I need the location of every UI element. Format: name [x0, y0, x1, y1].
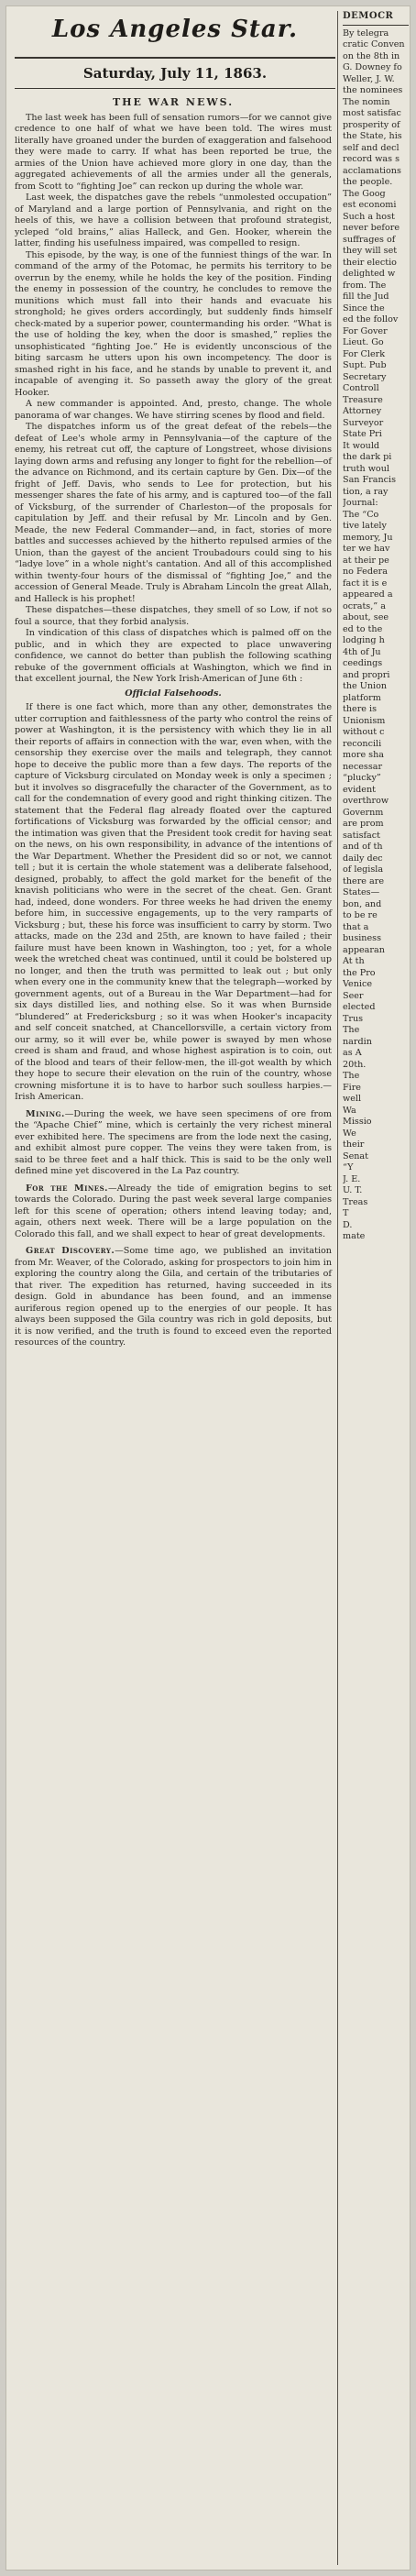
- side-column-line: G. Downey fo: [343, 62, 402, 72]
- side-column-line: from. The: [343, 280, 387, 291]
- quote-subheading: Official Falsehoods.: [125, 688, 222, 699]
- side-column-line: at their pe: [343, 555, 389, 566]
- side-column-line: their: [343, 1139, 365, 1150]
- side-column-line: It would: [343, 440, 380, 451]
- quote-paragraph: If there is one fact which, more than any other, demonstrates the utter corruption and faithlessness of the party who control the reins of power at Washington, it is the persistency with which they lie in all their reports of affairs in connection with the war, even when, with the censorship they exercise over the mails and telegraph, they cannot hope to deceive the public more than a few days. The reports of the capture of Vicksburg circulated on Monday week is only a specimen ; but it involves so disgracefully the character of the Government, as to call for the condemnation of every good and right thinking citizen. The statement that the Federal flag already floated over the captured fortifications of Vicksburg was forwarded by the official censor; and the intimation was given that the President took credit for having seat on the news, on his own responsibility, in advance of the intentions of the War Department. Whether the President did so or not, we cannot tell ; but it is certain the whole statement was a deliberate falsehood, designed, probably, to affect the gold market for the benefit of the knavish politicians who were in the secret of the cheat. Gen. Grant had, indeed, done wonders. For three weeks he had driven the enemy before him, in successive engagements, up to the very ramparts of Vicksburg ; but, these his force was insufficient to carry by storm. Two attacks, made on the 23d and 25th, are known to have failed ; their failure must have been known in Washington, too ; yet, for a whole week the wretched cheat was continued, until it could be bolstered up no longer, and then the truth was permitted to leak out ; but only when every one in the community knew that the telegraph—worked by government agents, out of a Bureau in the War Department—had for six days distilled lies, and nothing else. So it was when Burnside “blundered” at Fredericksburg ; so it was when Hooker's incapacity and self conceit snatched, at Chancellorsville, a certain victory from our army, so it will ever be, while power is swayed by men whose creed is sham and fraud, and whose highest aspiration is to coin, out of the blood and tears of their fellow-men, the ill-got wealth by which they hope to secure their elevation on the ruin of the country, whose crowning misfortune it is to have to harbor such soulless harpies.—Irish American.: [15, 702, 332, 1102]
- side-column-line: nardin: [343, 1036, 372, 1047]
- news-item-great-discovery: [15, 1246, 332, 1349]
- side-column-line: Supt. Pub: [343, 360, 387, 370]
- side-column-line: as A: [343, 1048, 362, 1058]
- side-column-line: acclamations: [343, 165, 401, 176]
- side-column-line: fact it is e: [343, 578, 388, 589]
- side-column-line: “Y: [343, 1162, 354, 1172]
- side-column-line: the Pro: [343, 967, 376, 978]
- side-column-line: The: [343, 1071, 360, 1081]
- side-column-line: Trus: [343, 1013, 364, 1024]
- side-column-line: For Gover: [343, 325, 388, 336]
- side-column-heading: DEMOCR: [343, 11, 409, 26]
- side-column-line: Fire: [343, 1082, 361, 1093]
- news-item-lead: For the Mines.: [26, 1183, 108, 1194]
- side-column-line: elected: [343, 1002, 376, 1012]
- side-column-line: We: [343, 1128, 356, 1139]
- side-column-line: tive lately: [343, 521, 387, 531]
- side-column-line: D.: [343, 1219, 353, 1230]
- side-column-line: Senat: [343, 1150, 369, 1161]
- news-item-text: —During the week, we have seen specimens of ore from the “Apache Chief” mine, which is certainly the very richest mineral ever exhibited here. The specimens are from the lode next the casing, and exhibit almost pure copper. The veins they were taken from, is said to be three feet and a half thick. This is said to be the only well defined mine yet discovered in the La Paz country.: [15, 1108, 332, 1176]
- side-column-line: J. E.: [343, 1173, 361, 1184]
- side-column-line: Missio: [343, 1117, 372, 1127]
- side-column-line: the nominees: [343, 85, 403, 95]
- side-column-line: Since the: [343, 303, 385, 314]
- side-column-line: platform: [343, 692, 381, 703]
- side-column-line: memory, Ju: [343, 532, 393, 543]
- side-column-line: Treasure: [343, 394, 383, 405]
- side-column-line: Secretary: [343, 371, 387, 382]
- side-column-line: to be re: [343, 910, 378, 920]
- side-column-line: 4th of Ju: [343, 646, 381, 657]
- side-column-line: well: [343, 1094, 362, 1104]
- side-column-line: self and decl: [343, 142, 400, 153]
- side-column-line: that a: [343, 921, 369, 932]
- side-column-line: there are: [343, 875, 385, 886]
- news-item-lead: Mining.: [26, 1108, 65, 1119]
- news-item-for-the-mines: [15, 1183, 332, 1241]
- side-column-line: U. T.: [343, 1185, 363, 1195]
- side-column-line: suffrages of: [343, 234, 396, 245]
- side-column-line: By telegra: [343, 28, 389, 39]
- side-column-line: never before: [343, 223, 400, 233]
- side-column-line: of legisla: [343, 864, 384, 875]
- side-column-line: are prom: [343, 819, 384, 829]
- side-column-line: State Pri: [343, 429, 382, 439]
- side-column-line: the State, his: [343, 131, 402, 141]
- article-paragraph: A new commander is appointed. And, presto, change. The whole panorama of war changes. We have stirring scenes by flood and field.: [15, 399, 332, 421]
- side-column-line: The Goog: [343, 188, 386, 199]
- side-column-line: Treas: [343, 1196, 368, 1207]
- article-headline: THE WAR NEWS.: [112, 96, 235, 108]
- article-paragraph: Last week, the dispatches gave the rebels “unmolested occupation” of Maryland and a large portion of Pennsylvania, and right on the heels of this, we have a collision between that profound strategist, ycleped “old brains,” alias Halleck, and Gen. Hooker, wherein the latter, finding his usefulness impaired, was compelled to resign.: [15, 193, 332, 248]
- side-column-line: necessar: [343, 761, 383, 772]
- side-column-line: there is: [343, 704, 378, 714]
- side-column-line: delighted w: [343, 269, 396, 279]
- side-column-line: The: [343, 1025, 360, 1035]
- side-column-line: The nomin: [343, 96, 390, 107]
- article-paragraph: This episode, by the way, is one of the funniest things of the war. In command of the army of the Potomac, he permits his territory to be overrun by the enemy, while he holds the key of the position. Finding the enemy in possession of the country, he concludes to remove the munitions which must fall into their hands and evacuate his stronghold; he gives orders accordingly, but suddenly finds himself check-mated by a superior power, countermanding his order. “What is the use of holding the key, when the door is smashed,” replies the unsophisticated “fighting Joe.” He is evidently unconscious of the biting sarcasm he utters upon his own incompetency. The door is smashed right in his face, and he stands by unable to prevent it, and incapable of avenging it. So passeth away the glory of the great Hooker.: [15, 249, 332, 398]
- article-paragraph: The dispatches inform us of the great defeat of the rebels—the defeat of Lee's whole army in Pennsylvania—of the capture of the enemy, his retreat cut off, the capture of Longstreet, whose divisions laying down arms and refusing any longer to fight for the rebellion—of the advance on Richmond, and its certain capture by Gen. Dix—of the fright of Jeff. Davis, who sends to Lee for protection, but his messenger shares the fate of his army, and is captured too—of the fall of Vicksburg, of the surrender of Charleston—of the proposals for capitulation by Jeff. and their refusal by Mr. Lincoln and by Gen. Meade, the new Federal Commander—and, in fact, stories of more battles and successes achieved by the hitherto repulsed armies of the Union, than the gayest of the ancient Troubadours could sing to his “ladye love” in a whole night's cantation. And all of this accomplished within twenty-four hours of the dismissal of “fighting Joe,” and the accession of General Meade. Truly is Abraham Lincoln the great Allah, and Halleck is his prophet!: [15, 422, 332, 604]
- side-column-line: truth woul: [343, 463, 389, 474]
- side-column-line: Unionism: [343, 715, 386, 726]
- side-column-line: Such a host: [343, 211, 395, 222]
- side-column-line: Venice: [343, 979, 373, 989]
- newspaper-page: [5, 6, 411, 2570]
- side-column-line: San Francis: [343, 475, 397, 485]
- side-column-line: the people.: [343, 177, 393, 187]
- side-column-line: mate: [343, 1231, 366, 1241]
- dateline-date: Saturday, July 11, 1863.: [82, 65, 268, 82]
- side-column-line: The “Co: [343, 509, 379, 520]
- side-column-line: lodging h: [343, 635, 385, 645]
- side-column-line: business: [343, 933, 382, 943]
- side-column-line: est economi: [343, 200, 397, 210]
- news-item-lead: Great Discovery.: [26, 1246, 115, 1256]
- side-column-line: Wa: [343, 1105, 356, 1116]
- side-column-line: ocrats,” a: [343, 600, 386, 611]
- main-column: [15, 94, 332, 1349]
- side-column-line: Governm: [343, 807, 384, 818]
- side-column-line: Journal:: [343, 498, 378, 508]
- side-column-line: appeared a: [343, 589, 393, 600]
- side-column-line: record was s: [343, 154, 400, 164]
- side-column-line: ed the follov: [343, 314, 399, 325]
- side-column-line: appearan: [343, 944, 385, 955]
- dateline: [15, 57, 335, 89]
- side-column-line: At th: [343, 956, 365, 966]
- side-column-line: Surveyor: [343, 417, 384, 428]
- side-column-line: Seer: [343, 990, 364, 1001]
- side-column-line: tion, a ray: [343, 486, 389, 497]
- side-column-line: daily dec: [343, 853, 383, 864]
- side-column-line: most satisfac: [343, 108, 401, 118]
- masthead: [15, 11, 335, 53]
- side-column-line: about, see: [343, 612, 389, 622]
- masthead-title: Los Angeles Star.: [51, 16, 299, 43]
- side-column-line: ed to the: [343, 623, 383, 634]
- side-column: [343, 11, 409, 1243]
- side-column-line: cratic Conven: [343, 39, 405, 50]
- side-column-line: Lieut. Go: [343, 337, 384, 347]
- side-column-line: and propri: [343, 669, 390, 680]
- news-item-text: —Already the tide of emigration begins to set towards the Colorado. During the past week several large companies left for this scene of operation; others intend leaving today; and, again, others next week. There will be a large population on the Colorado this fall, and we shall expect to hear of great developments.: [15, 1183, 332, 1239]
- side-column-line: prosperity of: [343, 119, 400, 130]
- side-column-line: For Clerk: [343, 348, 386, 359]
- side-column-line: Weller, J. W.: [343, 73, 395, 84]
- article-paragraph: In vindication of this class of dispatches which is palmed off on the public, and in which they are expected to place unwavering confidence, we cannot do better than publish the following scathing rebuke of the government officials at Washington, which we find in that excellent journal, the New York Irish-American of June 6th :: [15, 628, 332, 684]
- side-column-line: and of th: [343, 842, 383, 852]
- side-column-line: satisfact: [343, 830, 380, 841]
- side-column-line: overthrow: [343, 796, 389, 806]
- side-column-line: “plucky”: [343, 773, 381, 783]
- article-paragraph: The last week has been full of sensation rumors—for we cannot give credence to one half of what we have been told. The wires must literally have groaned under the burden of exaggeration and falsehood they were made to carry. If what has been reported be true, the armies of the Union have achieved more glory in one day, than the aggregated achievements of all the armies under all the generals, from Scott to “fighting Joe” can reckon up during the whole war.: [15, 112, 332, 192]
- side-column-line: on the 8th in: [343, 50, 400, 61]
- side-column-line: Attorney: [343, 406, 382, 416]
- side-column-line: they will set: [343, 246, 398, 256]
- side-column-line: no Federa: [343, 567, 388, 577]
- side-column-line: bon, and: [343, 898, 382, 909]
- side-column-line: more sha: [343, 750, 385, 760]
- side-column-line: reconcili: [343, 738, 382, 749]
- side-column-line: ter we hav: [343, 544, 390, 554]
- side-column-line: the Union: [343, 681, 388, 691]
- side-column-line: their electio: [343, 257, 397, 268]
- side-column-line: Controll: [343, 383, 379, 393]
- column-rule: [337, 11, 338, 2565]
- side-column-line: T: [343, 1208, 349, 1218]
- side-column-lines: [343, 28, 409, 1243]
- side-column-line: without c: [343, 727, 385, 737]
- side-column-line: fill the Jud: [343, 292, 389, 302]
- side-column-line: the dark pi: [343, 452, 392, 462]
- side-column-line: States—: [343, 887, 380, 897]
- side-column-line: evident: [343, 784, 377, 795]
- article-paragraph: These dispatches—these dispatches, they smell of so Low, if not so foul a source, that they forbid analysis.: [15, 605, 332, 627]
- side-column-line: 20th.: [343, 1059, 367, 1070]
- news-item-text: —Some time ago, we published an invitation from Mr. Weaver, of the Colorado, asking for prospectors to join him in exploring the country along the Gila, and certain of the tributaries of that river. The expedition has returned, having succeeded in its design. Gold in abundance has been found, and an immense auriferous region opened up to the energies of our people. It has always been supposed the Gila country was rich in gold deposits, but it is now verified, and the truth is found to exceed even the reported resources of the country.: [15, 1246, 332, 1348]
- side-column-line: ceedings: [343, 658, 383, 668]
- news-item-mining: [15, 1109, 332, 1178]
